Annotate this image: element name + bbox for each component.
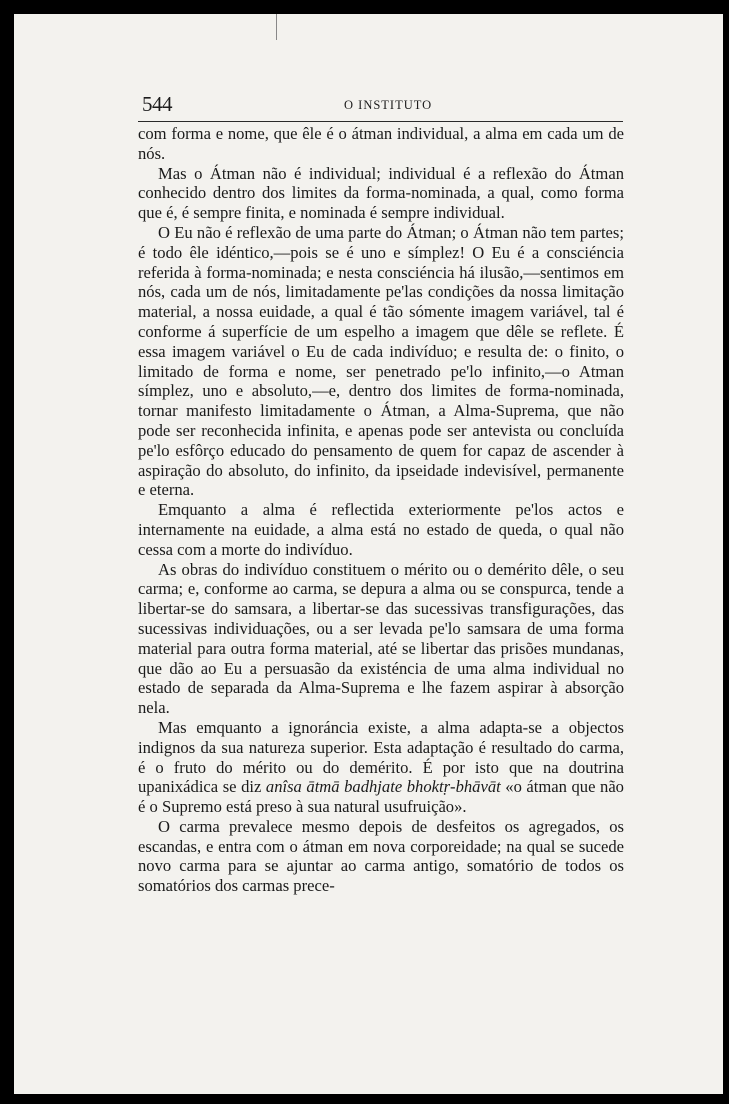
scan-artifact-mark: [276, 14, 277, 40]
header-rule: [138, 121, 623, 122]
page-number: 544: [142, 92, 172, 116]
text-run: O Eu não é reflexão de uma parte do Átman; o Átman não tem partes; é todo êle idéntico,—pois se é uno e símplez! O Eu é a consciéncia referida à forma-nominada; e nesta consciéncia há ilusão,—sentimos em nós, cada um de nós, limitadamente pe'las condições da nossa limitação material, a nossa euidade, a qual é tão sómente imagem variável, tal é conforme á superfície de um espelho a imagem que dêle se reflete. É essa imagem variável o Eu de cada indivíduo; e resulta de: o finito, o limitado de forma e nome, ser penetrado pe'lo infinito,—o Atman símplez, uno e absoluto,—e, dentro dos limites de forma-nominada, tornar manifesto limitadamente o Átman, a Alma-Suprema, que não pode ser reconhecida infinita, e apenas pode ser antevista ou concluída pe'lo esfôrço educado do pensamento de quem for capaz de ascender à aspiração do absoluto, do infinito, da ipseidade indevisível, permanente e eterna.: [138, 222, 624, 500]
running-title: O INSTITUTO: [344, 98, 433, 112]
paragraph-p4: [138, 500, 624, 559]
paragraph-p7: [138, 817, 624, 896]
text-run: «o átman que não é o Supremo está preso à sua natural usufruição».: [138, 777, 624, 817]
page-header: [142, 92, 637, 122]
paragraph-p3: [138, 223, 624, 500]
text-run: Emquanto a alma é reflectida exteriormente pe'los actos e internamente na euidade, a alma está no estado de queda, o qual não cessa com a morte do indivíduo.: [138, 500, 624, 559]
paragraph-p5: [138, 560, 624, 718]
text-run: Mas emquanto a ignoráncia existe, a alma adapta-se a objectos indignos da sua natureza superior. Esta adaptação é resultado do carma, é o fruto do mérito ou do demérito. É por isto que na doutrina upanixádica se diz: [138, 717, 624, 797]
text-run: com forma e nome, que êle é o átman individual, a alma em cada um de nós.: [138, 124, 624, 163]
text-run: O carma prevalece mesmo depois de desfeitos os agregados, os escandas, e entra com o átman em nova corporeidade; na qual se sucede novo carma para se ajuntar ao carma antigo, somatório de todos os somatórios dos carmas prece-: [138, 816, 624, 896]
italic-quote: anîsa ātmā badhjate bhoktṛ-bhāvāt: [265, 777, 501, 797]
paragraph-p1: [138, 124, 624, 164]
paragraph-p2: [138, 164, 624, 223]
text-run: Mas o Átman não é individual; individual é a reflexão do Átman conhecido dentro dos limites da forma-nominada, a qual, como forma que é, é sempre finita, e nominada é sempre individual.: [138, 163, 624, 223]
paragraph-p6: [138, 718, 624, 817]
text-run: As obras do indivíduo constituem o mérito ou o demérito dêle, o seu carma; e, conforme ao carma, se depura a alma ou se conspurca, tende a libertar-se do samsara, a libertar-se das sucessivas transfigurações, das sucessivas individuações, ou a ser levada pe'lo samsara de uma forma material para outra forma material, até se libertar das prisões mundanas, que dão ao Eu a persuasão da existéncia de uma alma individual no estado de separada da Alma-Suprema e lhe fazem aspirar à absorção nela.: [138, 559, 624, 718]
body-text: [138, 124, 624, 896]
